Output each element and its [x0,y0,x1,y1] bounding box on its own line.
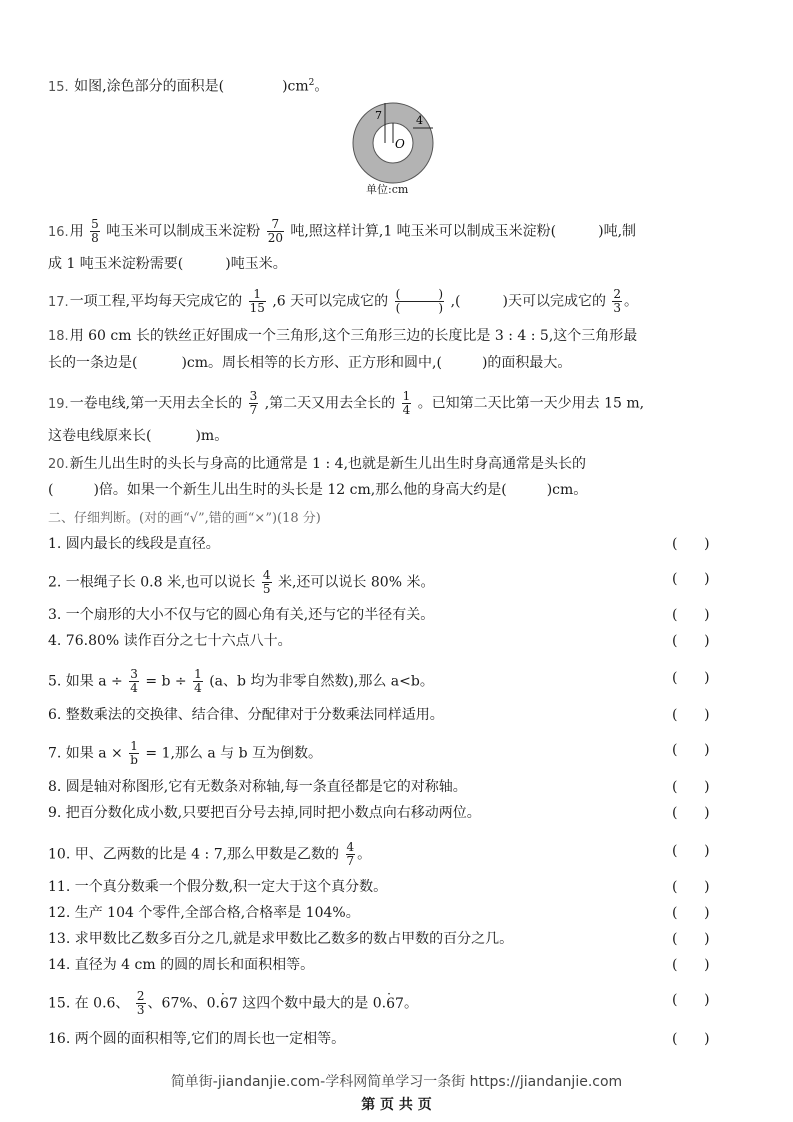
j5-text-c: (a、b 均为非零自然数),那么 a<b。 [209,673,434,690]
r-label: 7 [375,109,382,122]
answer-paren: ( ) [672,607,710,623]
judge-1: 1. 圆内最长的线段是直径。 [48,536,220,552]
question-17 [48,288,638,315]
q18-number: 18. [48,329,69,344]
fraction [262,569,272,596]
numerator: 1 [249,288,266,302]
fraction [249,390,259,417]
q19-line2b: )m。 [195,428,229,444]
question-16-line2 [48,254,287,274]
numerator: 3 [249,389,258,403]
answer-paren: ( ) [672,843,710,859]
q16-line2b: )吨玉米。 [225,256,287,272]
question-16 [48,218,636,245]
denominator: 7 [249,403,258,417]
judge-4: 4. 76.80% 读作百分之七十六点八十。 [48,633,292,649]
fraction [402,390,412,417]
judge-15 [48,990,418,1017]
numerator: 1 [130,739,138,753]
j2-text-b: 米,还可以说长 80% 米。 [277,574,435,591]
footer-watermark: 简单街-jiandanjie.com-学科网简单学习一条街 https://jiandanjie.com [170,1074,623,1090]
j15-text-a: 15. 在 0.6、 [48,995,130,1012]
answer-paren: ( ) [672,779,710,795]
denominator: 15 [249,301,265,315]
denominator: 4 [194,681,202,695]
denominator: b [130,753,138,767]
fraction [136,990,146,1017]
q15-text: 如图,涂色部分的面积是( [74,78,225,95]
answer-paren: ( ) [672,536,710,552]
width-label: 4 [416,114,423,127]
j10-end: 。 [357,846,372,863]
denominator: 3 [136,1003,145,1017]
denominator: ( ) [395,301,444,315]
q15-sup: 2 [308,78,315,88]
fraction [90,218,100,245]
judge-7 [48,740,322,767]
denominator: 4 [402,403,411,417]
numerator: 1 [194,667,202,681]
denominator: 7 [346,854,355,868]
judge-5 [48,668,434,695]
answer-paren: ( ) [672,571,710,587]
judge-10 [48,841,371,868]
j7-text-a: 7. 如果 a × [48,745,123,762]
fraction [129,740,139,767]
q19-number: 19. [48,396,69,412]
q17-text-d: )天可以完成它的 [502,293,606,310]
j5-text-a: 5. 如果 a ÷ [48,673,123,690]
answer-paren: ( ) [672,670,710,686]
answer-paren: ( ) [672,633,710,649]
numerator: 4 [262,568,271,582]
denominator: 5 [262,582,271,596]
question-20-line2 [48,480,587,500]
judge-6: 6. 整数乘法的交换律、结合律、分配律对于分数乘法同样适用。 [48,707,444,723]
judge-16: 16. 两个圆的面积相等,它们的周长也一定相等。 [48,1031,346,1047]
repeating-decimal-b: · 67 [386,996,404,1012]
question-19 [48,390,644,417]
q15-number: 15. [48,79,69,95]
j15-text-b: 、67%、0. [147,995,221,1012]
answer-paren: ( ) [672,931,710,947]
fraction [249,288,266,315]
denominator: 20 [267,231,283,245]
numerator: 1 [402,389,411,403]
answer-paren: ( ) [672,742,710,758]
q16-text-d: )吨,制 [598,223,637,240]
q17-text-a: 一项工程,平均每天完成它的 [69,293,243,310]
denominator: 4 [130,681,138,695]
blank-fraction [395,288,445,315]
question-18 [48,326,637,347]
q19-line2: 这卷电线原来长( [48,428,152,444]
q19-text-b: ,第二天又用去全长的 [264,395,396,412]
j15-text-e: 这四个数中最大的是 0. [237,995,387,1012]
q19-text-c: 。已知第二天比第一天少用去 15 m, [417,395,645,412]
judge-14: 14. 直径为 4 cm 的圆的周长和面积相等。 [48,957,315,973]
j2-text-a: 2. 一根绳子长 0.8 米,也可以说长 [48,574,256,591]
question-20 [48,454,586,475]
q17-number: 17. [48,294,69,310]
j15-end: 。 [403,995,418,1012]
fraction [193,668,203,695]
denominator: 3 [613,301,622,315]
q20-text-c: )倍。如果一个新生儿出生时的头长是 12 cm,那么他的身高大约是( [93,482,507,498]
answer-paren: ( ) [672,992,710,1008]
q17-end: 。 [624,293,639,310]
answer-paren: ( ) [672,879,710,895]
q19-text-a: 一卷电线,第一天用去全长的 [69,395,243,412]
denominator: 8 [91,231,99,245]
numerator: 5 [91,217,99,231]
ring-figure [348,100,438,190]
answer-paren: ( ) [672,805,710,821]
q17-text-b: ,6 天可以完成它的 [272,293,389,310]
fraction [129,668,139,695]
q16-number: 16. [48,224,69,240]
q20-text-a: 新生儿出生时的头长与身高的比通常是 1 : 4,也就是新生儿出生时身高通常是头长的 [69,456,587,472]
judge-13: 13. 求甲数比乙数多百分之几,就是求甲数比乙数多的数占甲数的百分之几。 [48,931,514,947]
judge-2 [48,569,434,596]
fraction [612,288,622,315]
section-title: 二、仔细判断。(对的画“√”,错的画“×”)(18 分) [48,511,321,526]
answer-paren: ( ) [672,905,710,921]
numerator: 2 [136,989,145,1003]
numerator: ( ) [395,287,444,301]
q18-text-b: 长的一条边是( [48,355,138,371]
answer-paren: ( ) [672,957,710,973]
q20-number: 20. [48,457,69,472]
judge-9: 9. 把百分数化成小数,只要把百分号去掉,同时把小数点向右移动两位。 [48,805,481,821]
q18-text-a: 用 60 cm 长的铁丝正好围成一个三角形,这个三角形三边的长度比是 3 : 4 : 5,这个三角形最 [69,328,638,344]
q16-text-b: 吨玉米可以制成玉米淀粉 [106,223,261,240]
judge-12: 12. 生产 104 个零件,全部合格,合格率是 104%。 [48,905,360,921]
numerator: 3 [130,667,138,681]
q16-line2: 成 1 吨玉米淀粉需要( [48,256,184,272]
q15-unit: )cm [282,78,309,95]
q16-text-c: 吨,照这样计算,1 吨玉米可以制成玉米淀粉( [290,223,557,240]
q18-text-c: )cm。周长相等的长方形、正方形和圆中,( [181,355,442,371]
numerator: 4 [346,840,355,854]
answer-paren: ( ) [672,707,710,723]
page-label: 第 页 共 页 [361,1097,432,1113]
numerator: 2 [613,287,622,301]
j5-text-b: = b ÷ [145,673,187,690]
q18-text-d: )的面积最大。 [481,355,572,371]
q20-text-d: )cm。 [546,482,588,498]
fraction [346,841,356,868]
numerator: 7 [267,218,284,232]
question-18-line2 [48,353,571,373]
center-label: O [395,137,405,151]
question-15 [48,73,328,98]
question-19-line2 [48,426,228,446]
judge-3: 3. 一个扇形的大小不仅与它的圆心角有关,还与它的半径有关。 [48,607,435,623]
fraction [267,218,284,245]
repeating-decimal-a: · 67 [220,996,238,1012]
judge-11: 11. 一个真分数乘一个假分数,积一定大于这个真分数。 [48,879,388,895]
q20-text-b: ( [48,482,54,498]
q16-text-a: 用 [69,223,84,240]
q15-end: 。 [314,78,329,95]
j10-text-a: 10. 甲、乙两数的比是 4 : 7,那么甲数是乙数的 [48,846,340,863]
judge-8: 8. 圆是轴对称图形,它有无数条对称轴,每一条直径都是它的对称轴。 [48,779,467,795]
answer-paren: ( ) [672,1031,710,1047]
j7-text-b: = 1,那么 a 与 b 互为倒数。 [145,745,323,762]
q17-text-c: ,( [450,293,461,310]
unit-caption: 单位:cm [366,183,409,196]
